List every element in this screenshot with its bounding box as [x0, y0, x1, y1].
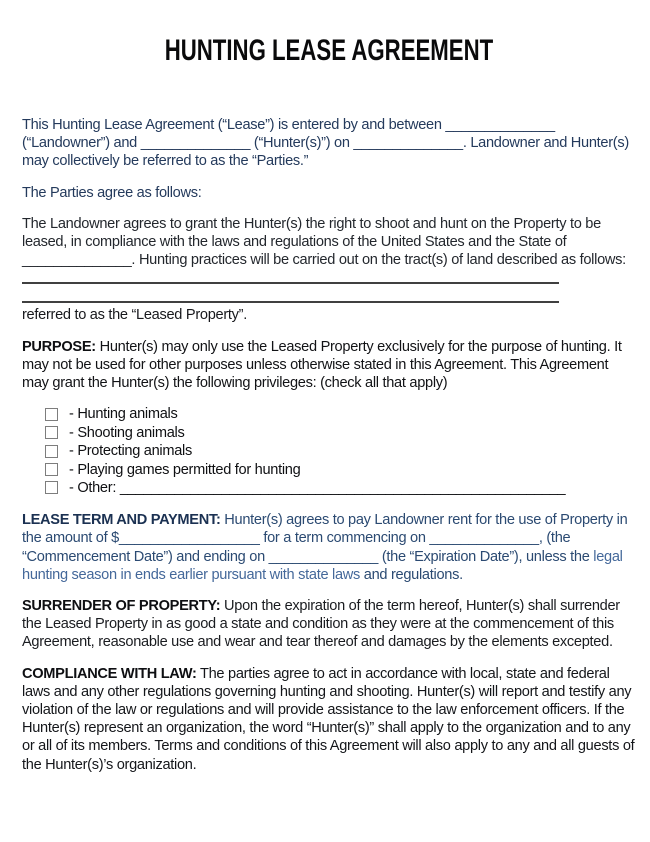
checkbox-icon[interactable]: [45, 408, 58, 421]
compliance-heading: COMPLIANCE WITH LAW:: [22, 665, 197, 682]
privilege-label: - Other: _________________________________________________________: [69, 479, 566, 496]
privilege-label: - Playing games permitted for hunting: [69, 461, 301, 478]
page-title: [22, 36, 636, 66]
privilege-label: - Protecting animals: [69, 443, 192, 460]
privilege-label: - Shooting animals: [69, 424, 185, 441]
purpose-heading: PURPOSE:: [22, 338, 96, 355]
intro-paragraph: This Hunting Lease Agreement (“Lease”) is entered by and between ______________ (“Landowner”) and ______________ (“Hunter(s)”) on ______________. Landowner and Hunter(s) may collectively be referred to as the “Parties.”: [22, 117, 629, 170]
surrender-heading: SURRENDER OF PROPERTY:: [22, 598, 221, 614]
write-in-line: [22, 282, 559, 284]
privilege-row: [22, 460, 636, 478]
privilege-row: [22, 405, 636, 423]
purpose-body: Hunter(s) may only use the Leased Property exclusively for the purpose of hunting. It may not be used for other purposes unless otherwise stated in this Agreement. This Agreement may grant the Hunter(s) the following privileges: (check all that apply): [22, 338, 622, 392]
grant-paragraph: The Landowner agrees to grant the Hunter(s) the right to shoot and hunt on the Property to be leased, in compliance with the laws and regulations of the United States and the State of ______________. Hunting practices will be carried out on the tract(s) of land described as follows:: [22, 215, 626, 269]
checkbox-icon[interactable]: [45, 426, 58, 439]
purpose-paragraph: [22, 338, 636, 393]
compliance-body: The parties agree to act in accordance with local, state and federal laws and any other regulations governing hunting and shooting. Hunter(s) will report and testify any violation of the law or regulations and will provide assistance to the law enforcement officers. If the Hunter(s) represent an organization, the word “Hunter(s)” shall apply to the organization and to any or all of its members. Terms and conditions of this Agreement will also apply to any and all guests of the Hunter(s)’s organization.: [22, 665, 635, 773]
privilege-row: [22, 424, 636, 442]
leased-property-line: referred to as the “Leased Property”.: [22, 307, 247, 324]
privilege-row: [22, 479, 636, 497]
lease-term-paragraph: [22, 511, 636, 584]
surrender-body: Upon the expiration of the term hereof, Hunter(s) shall surrender the Leased Property in as good a state and condition as they were at the commencement of this Agreement, reasonable use and wear and tear thereof and damages by the elements excepted.: [22, 598, 620, 651]
privilege-label: - Hunting animals: [69, 406, 178, 423]
privileges-list: [22, 405, 636, 497]
write-in-line: [22, 301, 559, 303]
lease-term-heading: LEASE TERM AND PAYMENT:: [22, 512, 221, 529]
compliance-paragraph: [22, 665, 636, 774]
checkbox-icon[interactable]: [45, 445, 58, 458]
checkbox-icon[interactable]: [45, 463, 58, 476]
lease-term-body: Hunter(s) agrees to pay Landowner rent for the use of Property in the amount of $__________________ for a term commencing on ______________, (the “Commencement Date”) and ending on ______________ (the “Expiration Date”), unless the: [22, 512, 628, 565]
page-title-text: HUNTING LEASE AGREEMENT: [164, 34, 494, 67]
checkbox-icon[interactable]: [45, 481, 58, 494]
lease-term-body-end: and regulations.: [360, 566, 463, 583]
lease-term-highlight-phrase: legal hunting season in ends earlier pursuant with state laws: [22, 548, 623, 583]
parties-agree-line: The Parties agree as follows:: [22, 184, 202, 201]
privilege-row: [22, 442, 636, 460]
surrender-paragraph: [22, 597, 636, 652]
